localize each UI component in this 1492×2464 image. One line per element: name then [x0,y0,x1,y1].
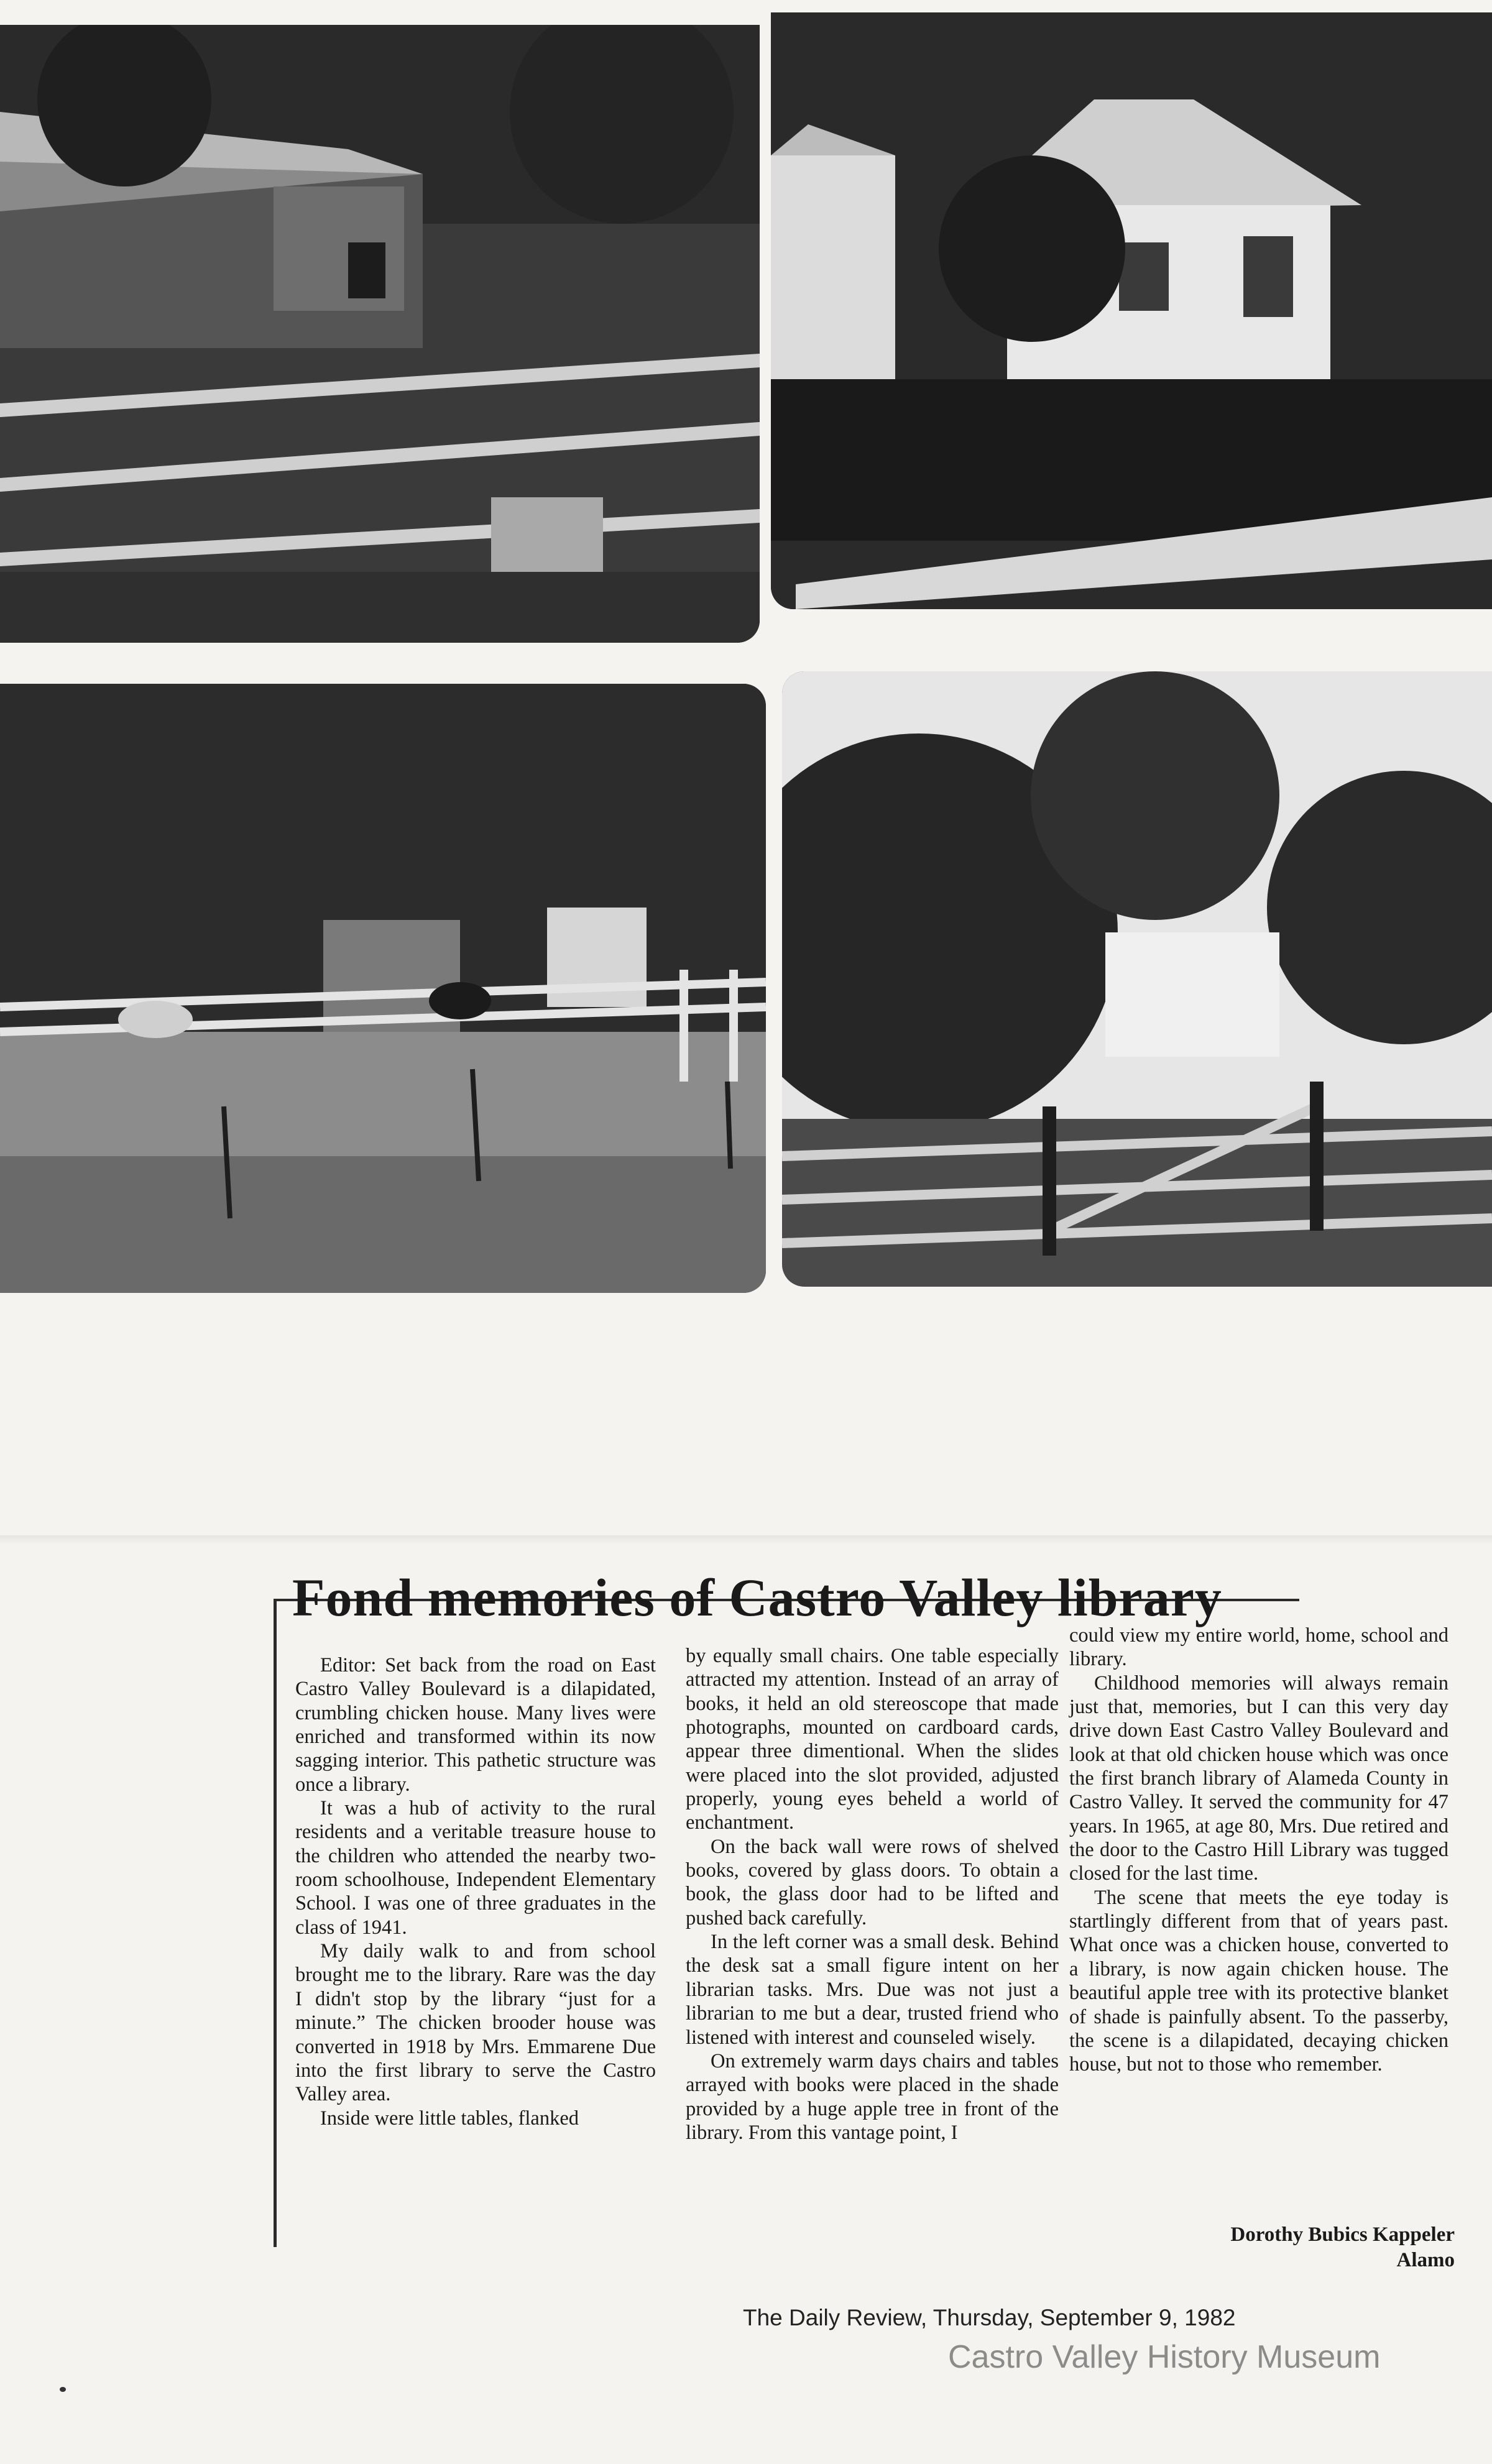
clipping-left-rule [274,1601,277,2247]
newspaper-dateline: The Daily Review, Thursday, September 9, 1982 [743,2305,1236,2330]
paragraph: On extremely warm days chairs and tables arrayed with books were placed in the shade provided by a huge apple tree in front of the library. From this vantage point, I [686,2049,1059,2144]
paragraph: by equally small chairs. One table especially attracted my attention. Instead of an array of books, it held an old stereoscope that made photographs, mounted on cardboard cards, appear three dimentional. When the slides were placed into the slot provided, adjusted properly, young eyes beheld a world of enchantment. [686,1645,1059,1834]
photo-gate [782,671,1492,1287]
paper-fold [0,1535,1492,1544]
paragraph: It was a hub of activity to the rural residents and a veritable treasure house to the children who attended the nearby two-room schoolhouse, Independent Elementary School. I was one of three graduates in the class of 1941. [295,1797,656,1939]
paragraph: The scene that meets the eye today is startlingly different from that of years past. What once was a chicken house, converted to a library, is now again chicken house. The beautiful apple tree with its protective blanket of shade is painfully absent. To the passerby, the scene is a dilapidated, decaying chicken house, but not to those who remember. [1069,1886,1448,2076]
paragraph: Childhood memories will always remain just that, memories, but I can this very day drive down East Castro Valley Boulevard and look at that old chicken house which was once the first branch library of Alameda County in Castro Valley. It served the community for 47 years. In 1965, at age 80, Mrs. Due retired and the door to the Castro Hill Library was tugged closed for the last time. [1069,1671,1448,1885]
paragraph: Inside were little tables, flanked [320,2107,579,2130]
article-column-1 [295,1653,656,2130]
article-signature [1144,2222,1455,2274]
article-column-3 [1069,1624,1448,2077]
article-column-2 [686,1644,1059,2145]
article-headline: Fond memories of Castro Valley library [292,1568,1222,1627]
paper-speck [60,2387,66,2392]
museum-watermark: Castro Valley History Museum [948,2339,1381,2375]
photo-pasture [0,684,766,1293]
signature-place: Alamo [1396,2249,1455,2272]
paragraph: On the back wall were rows of shelved books, covered by glass doors. To obtain a book, the glass door had to be lifted and pushed back carefully. [686,1835,1059,1929]
paragraph: Editor: Set back from the road on East Castro Valley Boulevard is a dilapidated, crumbling chicken house. Many lives were enriched and transformed within its now sagging interior. This pathetic structure was once a library. [295,1654,656,1796]
signature-name: Dorothy Bubics Kappeler [1230,2223,1455,2246]
photo-barn [0,25,760,643]
photo-house [771,12,1492,609]
paragraph: could view my entire world, home, school and library. [1069,1624,1448,1671]
paragraph: My daily walk to and from school brought me to the library. Rare was the day I didn't stop by the library “just for a minute.” The chicken brooder house was converted in 1918 by Mrs. Emmarene Due into the first library to serve the Castro Valley area. [295,1940,656,2106]
paragraph: In the left corner was a small desk. Behind the desk sat a small figure intent on her librarian tasks. Mrs. Due was not just a librarian to me but a dear, trusted friend who listened with interest and counseled wisely. [686,1931,1059,2049]
